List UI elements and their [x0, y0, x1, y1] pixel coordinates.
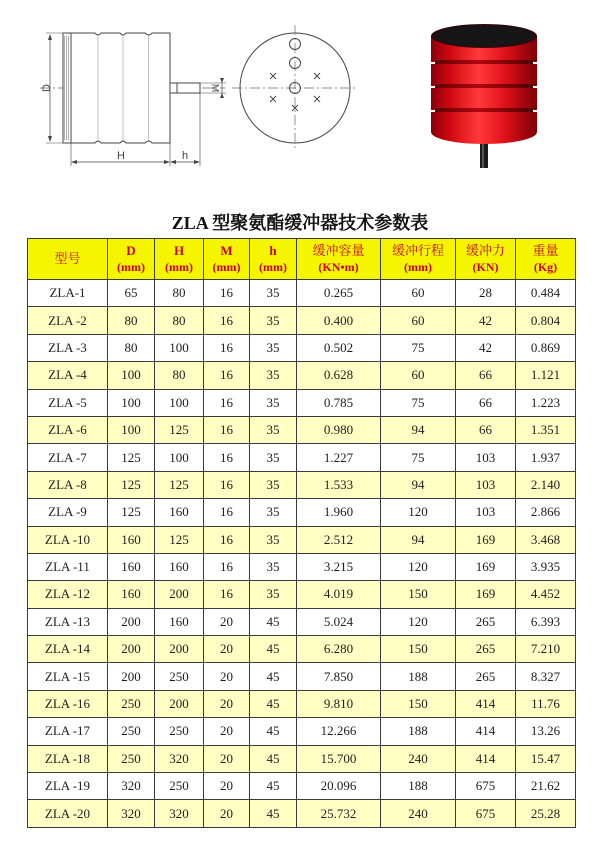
table-cell: 125: [155, 416, 204, 443]
header-h-upper: [155, 239, 204, 280]
table-cell: ZLA -17: [28, 718, 108, 745]
table-cell: 42: [456, 334, 516, 361]
table-cell: 80: [155, 307, 204, 334]
table-cell: 35: [250, 334, 297, 361]
table-cell: ZLA -6: [28, 416, 108, 443]
table-cell: 120: [381, 499, 456, 526]
table-cell: 75: [381, 389, 456, 416]
table-cell: 35: [250, 307, 297, 334]
table-cell: 80: [155, 362, 204, 389]
table-cell: 16: [204, 389, 250, 416]
table-cell: 188: [381, 773, 456, 800]
table-cell: ZLA -10: [28, 526, 108, 553]
table-cell: 8.327: [516, 663, 576, 690]
page-title: ZLA 型聚氨酯缓冲器技术参数表: [171, 213, 429, 233]
table-cell: 20: [204, 636, 250, 663]
table-cell: 16: [204, 553, 250, 580]
side-view-drawing: [40, 33, 226, 166]
table-cell: 414: [456, 718, 516, 745]
dim-label-h-lower: h: [181, 150, 189, 162]
table-cell: 1.223: [516, 389, 576, 416]
table-cell: 100: [108, 389, 155, 416]
table-cell: 4.452: [516, 581, 576, 608]
header-label: H: [173, 243, 185, 258]
table-cell: 3.935: [516, 553, 576, 580]
table-cell: 60: [381, 280, 456, 307]
product-figures: [0, 0, 600, 205]
table-cell: 250: [155, 773, 204, 800]
table-cell: 66: [456, 362, 516, 389]
table-cell: 414: [456, 690, 516, 717]
table-cell: 7.210: [516, 636, 576, 663]
dim-label-d: D: [41, 84, 53, 92]
table-cell: 12.266: [297, 718, 381, 745]
table-cell: 3.468: [516, 526, 576, 553]
header-unit: (mm): [259, 260, 287, 274]
table-cell: 35: [250, 581, 297, 608]
table-cell: 16: [204, 334, 250, 361]
table-cell: 100: [155, 389, 204, 416]
table-cell: 25.28: [516, 800, 576, 827]
table-cell: 45: [250, 745, 297, 772]
table-cell: 45: [250, 718, 297, 745]
table-cell: ZLA -8: [28, 471, 108, 498]
table-cell: 16: [204, 471, 250, 498]
table-cell: 45: [250, 663, 297, 690]
table-cell: 1.937: [516, 444, 576, 471]
table-cell: 2.866: [516, 499, 576, 526]
table-row: [28, 663, 576, 690]
table-cell: 20: [204, 773, 250, 800]
table-cell: 4.019: [297, 581, 381, 608]
table-cell: 16: [204, 526, 250, 553]
table-cell: ZLA -5: [28, 389, 108, 416]
table-cell: 80: [108, 334, 155, 361]
table-cell: 1.121: [516, 362, 576, 389]
table-cell: 20.096: [297, 773, 381, 800]
table-cell: 5.024: [297, 608, 381, 635]
table-cell: 150: [381, 690, 456, 717]
table-cell: 160: [155, 608, 204, 635]
table-cell: 35: [250, 444, 297, 471]
table-cell: 20: [204, 745, 250, 772]
table-cell: 320: [108, 773, 155, 800]
table-cell: 16: [204, 444, 250, 471]
table-cell: ZLA -3: [28, 334, 108, 361]
table-cell: 16: [204, 307, 250, 334]
table-cell: 0.502: [297, 334, 381, 361]
table-cell: 125: [108, 499, 155, 526]
header-unit: (KN•m): [318, 260, 359, 274]
table-cell: 35: [250, 362, 297, 389]
table-cell: 7.850: [297, 663, 381, 690]
table-cell: 20: [204, 800, 250, 827]
table-cell: 80: [108, 307, 155, 334]
table-cell: 120: [381, 553, 456, 580]
table-row: [28, 499, 576, 526]
table-body: [28, 280, 576, 828]
table-row: [28, 745, 576, 772]
table-row: [28, 800, 576, 827]
header-unit: (mm): [165, 260, 193, 274]
table-cell: 160: [108, 526, 155, 553]
header-unit: (mm): [404, 260, 432, 274]
table-cell: 6.393: [516, 608, 576, 635]
dim-label-h-upper: H: [117, 150, 125, 162]
table-row: [28, 773, 576, 800]
table-cell: ZLA -11: [28, 553, 108, 580]
header-label: h: [269, 243, 277, 258]
table-cell: ZLA -20: [28, 800, 108, 827]
table-cell: 66: [456, 416, 516, 443]
table-cell: 675: [456, 773, 516, 800]
table-cell: 169: [456, 526, 516, 553]
header-stroke: [381, 239, 456, 280]
table-cell: 265: [456, 608, 516, 635]
table-cell: 45: [250, 773, 297, 800]
table-cell: 45: [250, 636, 297, 663]
header-label: 重量: [532, 243, 559, 258]
table-cell: ZLA -7: [28, 444, 108, 471]
header-label: D: [126, 243, 136, 258]
table-cell: ZLA -18: [28, 745, 108, 772]
table-cell: 11.76: [516, 690, 576, 717]
table-cell: 320: [108, 800, 155, 827]
table-cell: 150: [381, 636, 456, 663]
table-cell: 16: [204, 581, 250, 608]
table-cell: 0.785: [297, 389, 381, 416]
table-cell: 125: [108, 444, 155, 471]
table-cell: ZLA -19: [28, 773, 108, 800]
end-view-drawing: [232, 25, 358, 151]
header-label: 缓冲容量: [312, 243, 365, 258]
table-cell: 16: [204, 280, 250, 307]
table-cell: 0.804: [516, 307, 576, 334]
header-unit: (mm): [117, 260, 145, 274]
table-cell: 35: [250, 553, 297, 580]
table-cell: 65: [108, 280, 155, 307]
header-d: [108, 239, 155, 280]
table-cell: 250: [155, 663, 204, 690]
table-cell: 94: [381, 416, 456, 443]
header-model: [28, 239, 108, 280]
table-cell: 0.628: [297, 362, 381, 389]
table-cell: 200: [155, 581, 204, 608]
table-cell: 2.140: [516, 471, 576, 498]
table-cell: 75: [381, 444, 456, 471]
table-cell: 25.732: [297, 800, 381, 827]
table-cell: 75: [381, 334, 456, 361]
table-cell: 2.512: [297, 526, 381, 553]
table-cell: ZLA -4: [28, 362, 108, 389]
table-cell: 80: [155, 280, 204, 307]
table-cell: 45: [250, 608, 297, 635]
table-cell: 35: [250, 471, 297, 498]
table-cell: 125: [155, 526, 204, 553]
table-cell: 9.810: [297, 690, 381, 717]
table-row: [28, 307, 576, 334]
table-cell: ZLA -12: [28, 581, 108, 608]
table-cell: 103: [456, 444, 516, 471]
table-cell: ZLA -14: [28, 636, 108, 663]
table-cell: 15.700: [297, 745, 381, 772]
table-cell: 60: [381, 307, 456, 334]
header-unit: (mm): [212, 260, 241, 274]
table-row: [28, 553, 576, 580]
header-label: M: [220, 243, 233, 258]
table-cell: 20: [204, 690, 250, 717]
table-cell: 103: [456, 471, 516, 498]
table-cell: 250: [108, 690, 155, 717]
table-cell: 35: [250, 499, 297, 526]
table-cell: 20: [204, 718, 250, 745]
table-cell: 0.265: [297, 280, 381, 307]
table-cell: 3.215: [297, 553, 381, 580]
table-cell: 13.26: [516, 718, 576, 745]
table-cell: 160: [108, 553, 155, 580]
table-cell: 160: [155, 553, 204, 580]
table-cell: 250: [155, 718, 204, 745]
table-cell: 1.533: [297, 471, 381, 498]
table-cell: 120: [381, 608, 456, 635]
table-cell: 265: [456, 663, 516, 690]
table-cell: 675: [456, 800, 516, 827]
table-row: [28, 280, 576, 307]
table-cell: 16: [204, 362, 250, 389]
table-cell: 35: [250, 416, 297, 443]
table-cell: ZLA -15: [28, 663, 108, 690]
table-cell: ZLA -9: [28, 499, 108, 526]
table-header-row: [28, 239, 576, 280]
table-cell: 103: [456, 499, 516, 526]
table-cell: 0.869: [516, 334, 576, 361]
table-cell: 94: [381, 471, 456, 498]
table-cell: 45: [250, 690, 297, 717]
table-cell: ZLA-1: [28, 280, 108, 307]
table-cell: 250: [108, 745, 155, 772]
table-cell: 45: [250, 800, 297, 827]
specs-table: [27, 238, 576, 828]
header-unit: (KN): [472, 260, 499, 274]
table-cell: 100: [155, 444, 204, 471]
table-cell: 28: [456, 280, 516, 307]
table-cell: 1.227: [297, 444, 381, 471]
table-cell: 150: [381, 581, 456, 608]
table-row: [28, 334, 576, 361]
table-cell: 188: [381, 718, 456, 745]
table-row: [28, 581, 576, 608]
table-row: [28, 444, 576, 471]
table-cell: 16: [204, 499, 250, 526]
table-row: [28, 362, 576, 389]
table-cell: 200: [108, 636, 155, 663]
table-cell: 160: [155, 499, 204, 526]
table-cell: 200: [155, 690, 204, 717]
table-cell: 100: [155, 334, 204, 361]
table-cell: 35: [250, 526, 297, 553]
table-cell: 320: [155, 745, 204, 772]
table-cell: 160: [108, 581, 155, 608]
table-cell: 21.62: [516, 773, 576, 800]
header-label: 缓冲力: [465, 243, 505, 258]
table-cell: ZLA -13: [28, 608, 108, 635]
table-cell: 240: [381, 800, 456, 827]
table-cell: 169: [456, 581, 516, 608]
table-cell: 20: [204, 608, 250, 635]
table-row: [28, 718, 576, 745]
table-cell: 188: [381, 663, 456, 690]
header-label: 型号: [54, 251, 81, 266]
table-cell: 125: [155, 471, 204, 498]
table-cell: 250: [108, 718, 155, 745]
table-cell: 414: [456, 745, 516, 772]
header-unit: (Kg): [533, 260, 558, 274]
table-cell: 94: [381, 526, 456, 553]
table-cell: 20: [204, 663, 250, 690]
dim-label-m: M: [209, 83, 220, 93]
table-cell: 66: [456, 389, 516, 416]
table-cell: 60: [381, 362, 456, 389]
table-cell: 200: [108, 663, 155, 690]
table-cell: 240: [381, 745, 456, 772]
table-cell: 0.400: [297, 307, 381, 334]
table-row: [28, 526, 576, 553]
header-weight: [516, 239, 576, 280]
table-cell: 200: [108, 608, 155, 635]
table-cell: 320: [155, 800, 204, 827]
header-capacity: [297, 239, 381, 280]
table-row: [28, 608, 576, 635]
table-cell: 169: [456, 553, 516, 580]
table-row: [28, 389, 576, 416]
table-cell: 35: [250, 389, 297, 416]
table-cell: 35: [250, 280, 297, 307]
header-h-lower: [250, 239, 297, 280]
table-cell: 125: [108, 471, 155, 498]
table-cell: ZLA -2: [28, 307, 108, 334]
table-cell: 100: [108, 416, 155, 443]
table-row: [28, 636, 576, 663]
table-cell: 6.280: [297, 636, 381, 663]
table-cell: 0.980: [297, 416, 381, 443]
table-cell: 200: [155, 636, 204, 663]
table-cell: 1.351: [516, 416, 576, 443]
table-row: [28, 471, 576, 498]
table-cell: 16: [204, 416, 250, 443]
table-cell: ZLA -16: [28, 690, 108, 717]
table-cell: 15.47: [516, 745, 576, 772]
table-row: [28, 690, 576, 717]
table-cell: 265: [456, 636, 516, 663]
table-cell: 42: [456, 307, 516, 334]
header-label: 缓冲行程: [391, 243, 444, 258]
header-m: [204, 239, 250, 280]
table-row: [28, 416, 576, 443]
table-cell: 1.960: [297, 499, 381, 526]
product-photo: [431, 24, 537, 168]
table-cell: 100: [108, 362, 155, 389]
header-force: [456, 239, 516, 280]
table-cell: 0.484: [516, 280, 576, 307]
